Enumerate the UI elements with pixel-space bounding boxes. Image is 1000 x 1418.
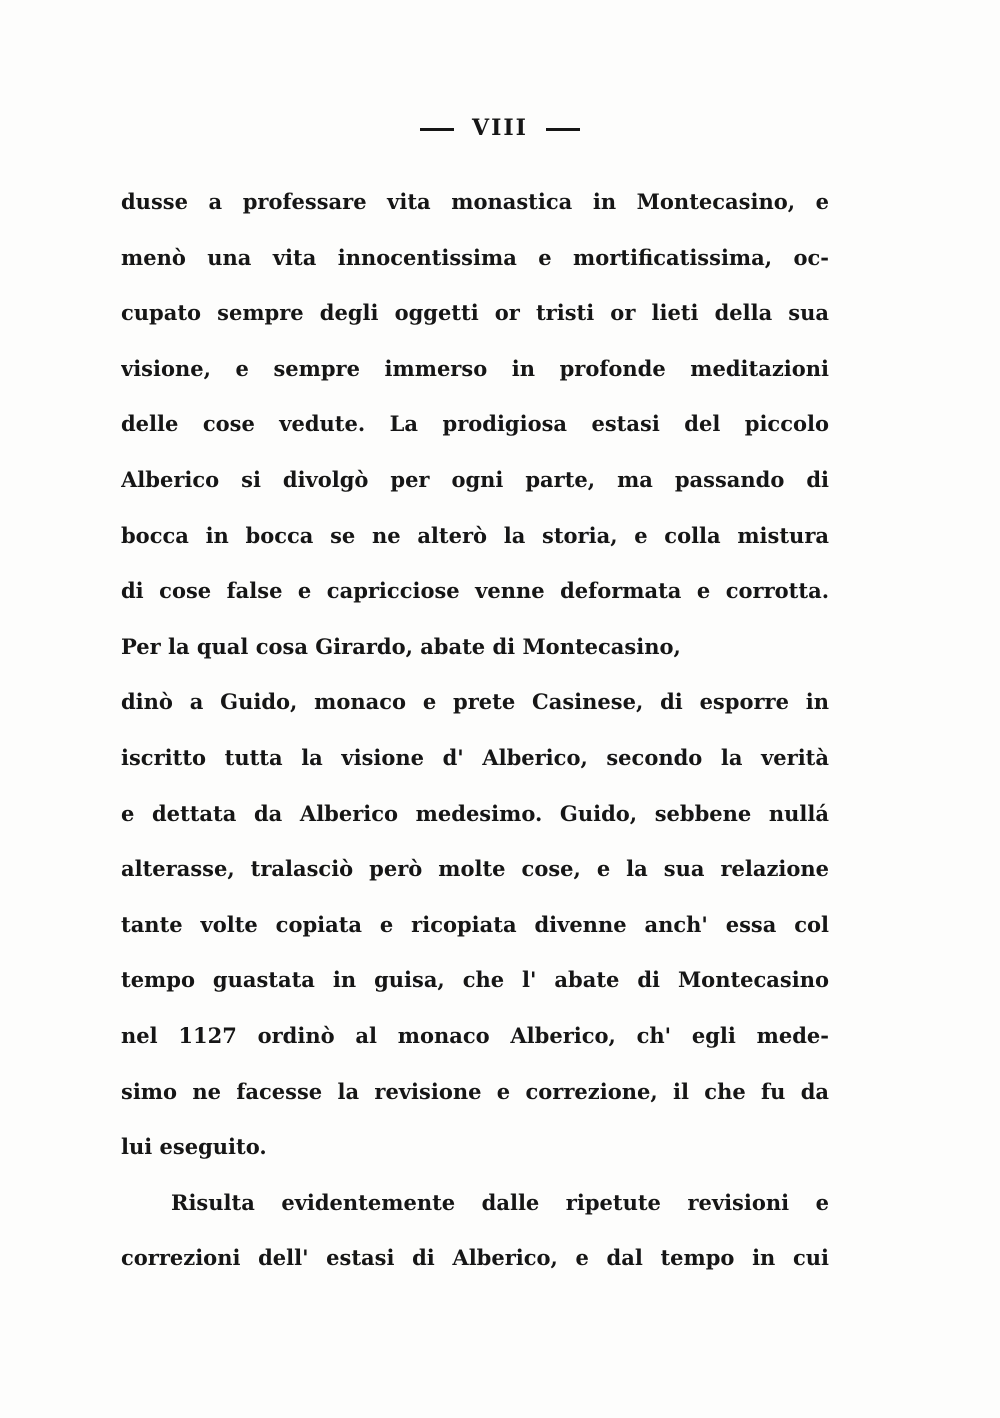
text-line: di cose false e capricciose venne deformata e corrotta.	[121, 578, 829, 604]
paragraph-end-line: lui eseguito.	[121, 1134, 267, 1160]
text-line: visione, e sempre immerso in profonde meditazioni	[121, 355, 829, 381]
page-header	[0, 112, 1000, 144]
text-line: nel 1127 ordinò al monaco Alberico, ch' egli mede-	[121, 1022, 829, 1048]
text-line: menò una vita innocentissima e mortificatissima, oc-	[121, 244, 829, 270]
text-line: tante volte copiata e ricopiata divenne anch' essa col	[121, 911, 829, 937]
text-line: iscritto tutta la visione d' Alberico, secondo la verità	[121, 744, 829, 770]
text-line: simo ne facesse la revisione e correzione, il che fu da	[121, 1078, 829, 1104]
text-line: Per la qual cosa Girardo, abate di Montecasino,	[121, 633, 681, 659]
page-number: VIII	[472, 115, 528, 141]
text-line: delle cose vedute. La prodigiosa estasi del piccolo	[121, 411, 829, 437]
text-line: tempo guastata in guisa, che l' abate di Montecasino	[121, 967, 829, 993]
body-text	[121, 174, 829, 1286]
text-line: Alberico si divolgò per ogni parte, ma passando di	[121, 466, 829, 492]
text-line: e dettata da Alberico medesimo. Guido, sebbene nullá	[121, 800, 829, 826]
text-line: correzioni dell' estasi di Alberico, e dal tempo in cui	[121, 1245, 829, 1271]
header-dash-right	[546, 128, 580, 131]
text-line: cupato sempre degli oggetti or tristi or lieti della sua	[121, 300, 829, 326]
text-line: dinò a Guido, monaco e prete Casinese, di esporre in	[121, 689, 829, 715]
text-line: dusse a professare vita monastica in Montecasino, e	[121, 189, 829, 214]
paragraph-start-line: Risulta evidentemente dalle ripetute revisioni e	[171, 1189, 829, 1215]
text-line: alterasse, tralasciò però molte cose, e la sua relazione	[121, 856, 829, 882]
header-dash-left	[420, 128, 454, 131]
text-line: bocca in bocca se ne alterò la storia, e colla mistura	[121, 522, 829, 548]
